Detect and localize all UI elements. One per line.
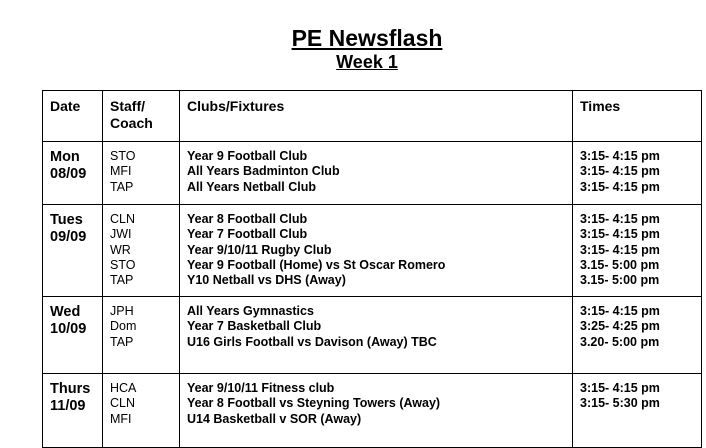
day-label: Tues <box>50 212 83 228</box>
table-row <box>43 374 702 448</box>
time-entry: 3:15- 4:15 pm <box>580 179 660 194</box>
club-entry: Year 9/10/11 Rugby Club <box>187 242 332 257</box>
time-entry: 3:15- 4:15 pm <box>580 381 660 395</box>
club-entry: All Years Badminton Club <box>187 164 340 179</box>
time-entry: 3:15- 5:30 pm <box>580 396 660 411</box>
staff-cell <box>103 142 180 205</box>
table-header-row <box>43 91 702 142</box>
date-label: 09/09 <box>50 229 87 245</box>
club-entry: All Years Netball Club <box>187 179 316 194</box>
clubs-cell <box>180 297 573 374</box>
club-entry: Year 9 Football Club <box>187 149 308 163</box>
staff-cell <box>103 374 180 448</box>
clubs-cell <box>180 374 573 448</box>
time-entry: 3:15- 4:15 pm <box>580 227 660 242</box>
table-row <box>43 297 702 374</box>
date-cell <box>43 297 103 374</box>
staff-code: Dom <box>110 319 137 334</box>
staff-code: MFI <box>110 164 132 179</box>
staff-code: JWI <box>110 227 132 242</box>
club-entry: Year 8 Football vs Steyning Towers (Away) <box>187 396 441 411</box>
staff-code: CLN <box>110 396 136 411</box>
staff-code: HCA <box>110 381 137 395</box>
staff-code: WR <box>110 242 131 257</box>
club-entry: Year 9 Football (Home) vs St Oscar Romero <box>187 257 446 272</box>
column-header-clubs: Clubs/Fixtures <box>180 91 573 142</box>
staff-cell <box>103 205 180 297</box>
time-entry: 3:15- 4:15 pm <box>580 149 660 163</box>
column-header-date: Date <box>43 91 103 142</box>
club-entry: Year 7 Basketball Club <box>187 319 322 334</box>
time-entry: 3:25- 4:25 pm <box>580 319 660 334</box>
time-entry: 3:15- 4:15 pm <box>580 164 660 179</box>
clubs-cell <box>180 142 573 205</box>
day-label: Thurs <box>50 381 91 397</box>
table-row <box>43 142 702 205</box>
staff-code: CLN <box>110 212 136 226</box>
club-entry: Year 9/10/11 Fitness club <box>187 381 335 395</box>
staff-code: TAP <box>110 334 134 349</box>
time-entry: 3.15- 5:00 pm <box>580 273 660 288</box>
day-label: Wed <box>50 304 81 320</box>
time-entry: 3.20- 5:00 pm <box>580 334 660 349</box>
staff-code: STO <box>110 149 136 163</box>
clubs-cell <box>180 205 573 297</box>
table-row <box>43 205 702 297</box>
times-cell <box>573 297 702 374</box>
date-label: 08/09 <box>50 166 87 182</box>
staff-code: STO <box>110 257 136 272</box>
column-header-times: Times <box>573 91 702 142</box>
schedule-body <box>43 142 702 448</box>
staff-code: MFI <box>110 411 132 426</box>
date-label: 11/09 <box>50 398 86 414</box>
column-header-staff: Staff/ Coach <box>103 91 180 142</box>
times-cell <box>573 374 702 448</box>
club-entry: Year 8 Football Club <box>187 212 308 226</box>
date-cell <box>43 205 103 297</box>
staff-code: JPH <box>110 304 134 318</box>
date-label: 10/09 <box>50 321 87 337</box>
page-subtitle: Week 1 <box>336 52 398 72</box>
time-entry: 3:15- 4:15 pm <box>580 212 660 226</box>
time-entry: 3:15- 4:15 pm <box>580 304 660 318</box>
day-label: Mon <box>50 149 80 165</box>
page-title: PE Newsflash <box>291 25 443 51</box>
staff-cell <box>103 297 180 374</box>
times-cell <box>573 205 702 297</box>
date-cell <box>43 374 103 448</box>
club-entry: U14 Basketball v SOR (Away) <box>187 411 362 426</box>
time-entry: 3:15- 4:15 pm <box>580 242 660 257</box>
club-entry: Y10 Netball vs DHS (Away) <box>187 273 346 288</box>
staff-code: TAP <box>110 179 134 194</box>
club-entry: U16 Girls Football vs Davison (Away) TBC <box>187 334 437 349</box>
staff-code: TAP <box>110 273 134 288</box>
club-entry: Year 7 Football Club <box>187 227 308 242</box>
date-cell <box>43 142 103 205</box>
schedule-table <box>42 90 702 448</box>
times-cell <box>573 142 702 205</box>
club-entry: All Years Gymnastics <box>187 304 314 318</box>
time-entry: 3.15- 5:00 pm <box>580 257 660 272</box>
